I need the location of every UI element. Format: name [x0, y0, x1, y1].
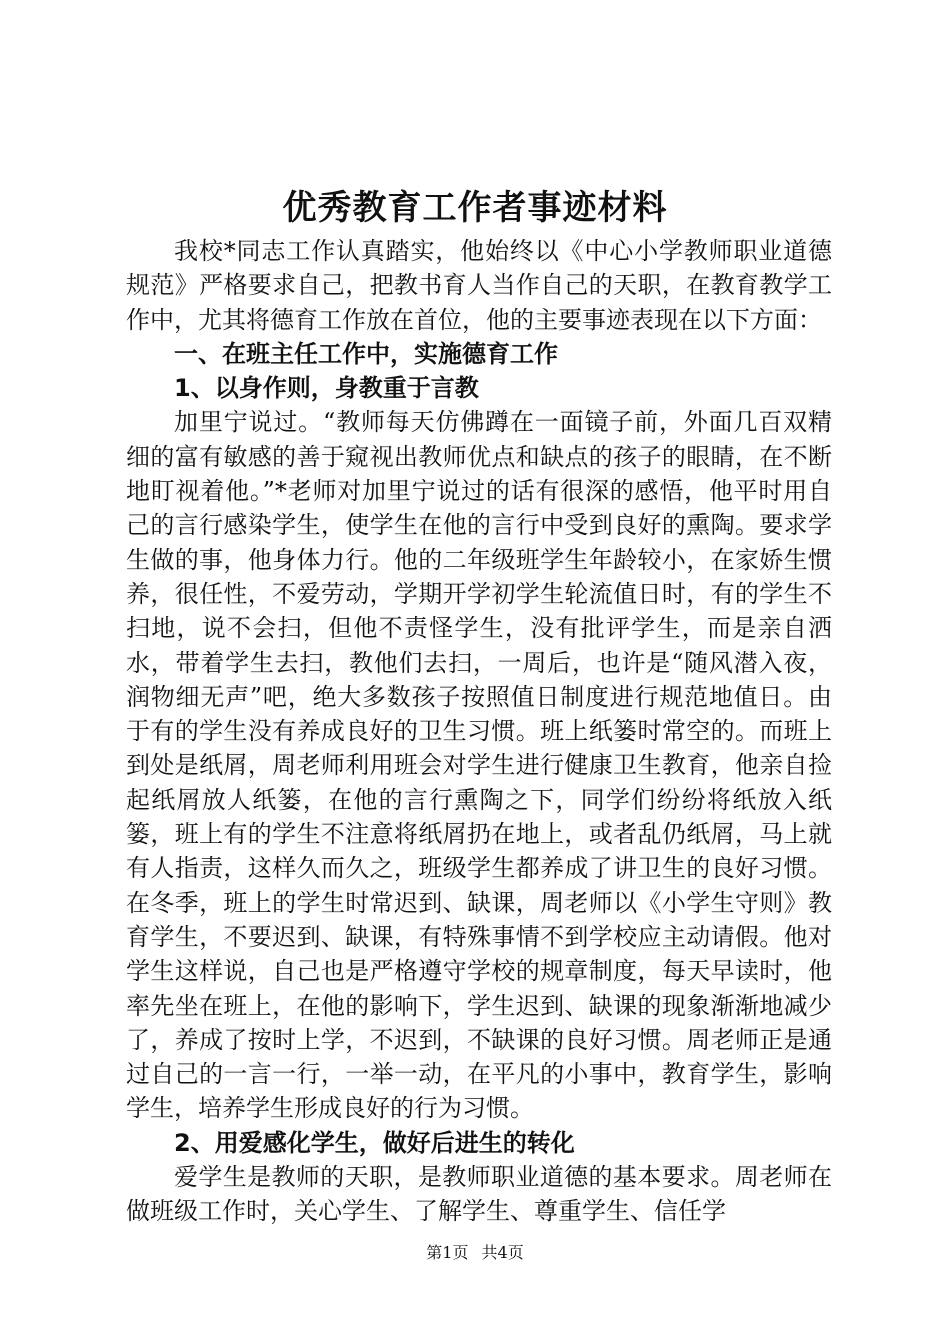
intro-paragraph: 我校*同志工作认真踏实，他始终以《中心小学教师职业道德规范》严格要求自己，把教书育人当作自己的天职，在教育教学工作中，尤其将德育工作放在首位，他的主要事迹表现在以下方面：: [126, 237, 832, 334]
document-title: 优秀教育工作者事迹材料: [282, 188, 668, 228]
page-footer: [0, 1241, 950, 1265]
body-paragraph: 爱学生是教师的天职，是教师职业道德的基本要求。周老师在做班级工作时，关心学生、了解学生、尊重学生、信任学: [126, 1163, 832, 1226]
document-body: [126, 234, 832, 1229]
page-number: 第1页: [426, 1243, 469, 1262]
subsection-heading: 2、用爱感化学生，做好后进生的转化: [174, 1128, 575, 1157]
body-paragraph: 加里宁说过。“教师每天仿佛蹲在一面镜子前，外面几百双精细的富有敏感的善于窥视出教师优点和缺点的孩子的眼睛，在不断地盯视着他。”*老师对加里宁说过的话有很深的感悟，他平时用自己的言行感染学生，使学生在他的言行中受到良好的熏陶。要求学生做的事，他身体力行。他的二年级班学生年龄较小，在家娇生惯养，很任性，不爱劳动，学期开学初学生轮流值日时，有的学生不扫地，说不会扫，但他不责怪学生，没有批评学生，而是亲自洒水，带着学生去扫，教他们去扫，一周后，也许是“随风潜入夜，润物细无声”吧，绝大多数孩子按照值日制度进行规范地值日。由于有的学生没有养成良好的卫生习惯。班上纸篓时常空的。而班上到处是纸屑，周老师利用班会对学生进行健康卫生教育，他亲自捡起纸屑放人纸篓，在他的言行熏陶之下，同学们纷纷将纸放入纸篓，班上有的学生不注意将纸屑扔在地上，或者乱仍纸屑，马上就有人指责，这样久而久之，班级学生都养成了讲卫生的良好习惯。在冬季，班上的学生时常迟到、缺课，周老师以《小学生守则》教育学生，不要迟到、缺课，有特殊事情不到学校应主动请假。他对学生这样说，自己也是严格遵守学校的规章制度，每天早读时，他率先坐在班上，在他的影响下，学生迟到、缺课的现象渐渐地减少了，养成了按时上学，不迟到，不缺课的良好习惯。周老师正是通过自己的一言一行，一举一动，在平凡的小事中，教育学生，影响学生，培养学生形成良好的行为习惯。: [126, 408, 832, 1123]
section-heading: 一、在班主任工作中，实施德育工作: [174, 339, 558, 368]
subsection-heading: 1、以身作则，身教重于言教: [174, 374, 479, 403]
page-total: 共4页: [481, 1243, 524, 1262]
